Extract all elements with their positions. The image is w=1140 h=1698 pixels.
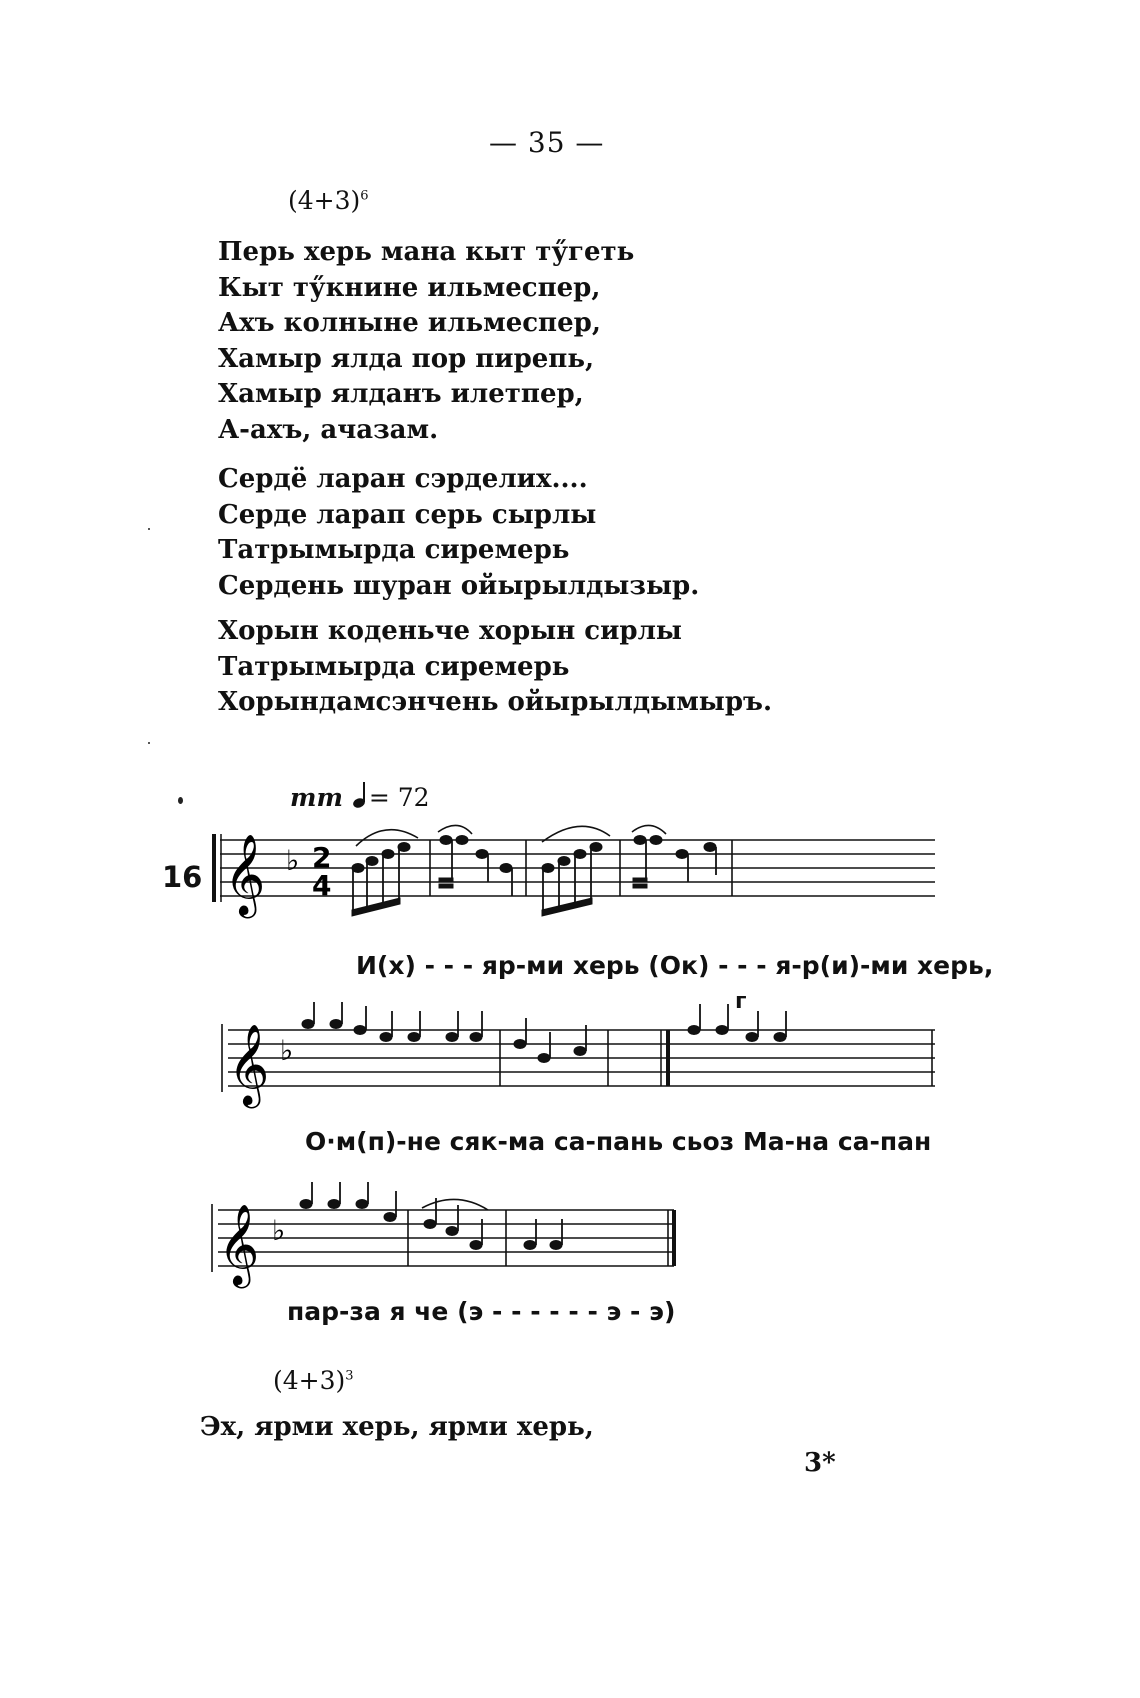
time-signature-top: 2 <box>312 841 332 874</box>
lyrics-line-3: пар-за я че (э - - - - - - э - э) <box>287 1297 676 1326</box>
top-formula-exp: 6 <box>360 188 369 204</box>
verse-3 <box>218 614 772 721</box>
tempo-mm: mm <box>290 783 343 812</box>
lyrics-line-2: О·м(п)-не сяк-ма са-пань сьоз Ма-на са-пан <box>305 1127 932 1156</box>
staff-1-notes <box>352 825 716 916</box>
verse-line: Хорын коденьче хорын сирлы <box>218 616 682 646</box>
verse-line: Татрымырда сиремерь <box>218 535 570 565</box>
verse-line: Перь херь мана кыт тӳгеть <box>218 237 635 267</box>
example-number: 16 <box>162 860 203 894</box>
verse-2 <box>218 462 699 604</box>
flat-icon: ♭ <box>272 1214 286 1247</box>
bottom-formula <box>273 1366 354 1395</box>
scan-speck <box>148 742 150 744</box>
tempo-marking <box>290 780 430 812</box>
tempo-value: = 72 <box>368 783 430 812</box>
top-formula-base: (4+3) <box>288 186 361 215</box>
rehearsal-mark: г <box>735 989 747 1014</box>
verse-line: А-ахъ, ачазам. <box>218 414 439 445</box>
page-number: — 35 — <box>489 126 605 159</box>
verse-line: Ахъ колныне ильмеспер, <box>218 308 601 338</box>
verse-line: Кыт тӳкнине ильмеспер, <box>218 272 601 303</box>
quarter-note-icon <box>351 780 369 810</box>
flat-icon: ♭ <box>286 844 300 877</box>
lyrics-line-1: И(х) - - - яр-ми херь (Ок) - - - я-р(и)-ми херь, <box>356 951 994 980</box>
treble-clef-icon: 𝄞 <box>218 1203 260 1285</box>
bottom-text-line: Эх, ярми херь, ярми херь, <box>200 1412 594 1442</box>
verse-line: Хорындамсэнчень ойырылдымыръ. <box>218 687 773 717</box>
scan-speck <box>178 797 183 804</box>
verse-line: Хамыр ялданъ илетпер, <box>218 379 584 409</box>
signature-mark: 3* <box>804 1448 836 1478</box>
verse-line: Татрымырда сиремерь <box>218 651 570 682</box>
verse-line: Серде ларап серь сырлы <box>218 499 597 530</box>
bottom-formula-exp: 3 <box>345 1368 354 1384</box>
top-formula <box>288 186 369 215</box>
verse-line: Сердень шуран ойырылдызыр. <box>218 570 700 601</box>
time-signature-bottom: 4 <box>312 869 332 902</box>
bottom-formula-base: (4+3) <box>273 1366 346 1395</box>
verse-1 <box>218 235 634 448</box>
treble-clef-icon: 𝄞 <box>228 1023 270 1105</box>
music-staff-2 <box>218 1010 958 1120</box>
music-staff-1 <box>210 820 950 940</box>
treble-clef-icon: 𝄞 <box>224 833 266 915</box>
verse-line: Хамыр ялда пор пирепь, <box>218 343 595 374</box>
scan-speck <box>148 528 150 530</box>
verse-line: Сердё ларан сэрделих.... <box>218 464 588 494</box>
flat-icon: ♭ <box>280 1034 294 1067</box>
music-staff-3 <box>208 1190 698 1300</box>
